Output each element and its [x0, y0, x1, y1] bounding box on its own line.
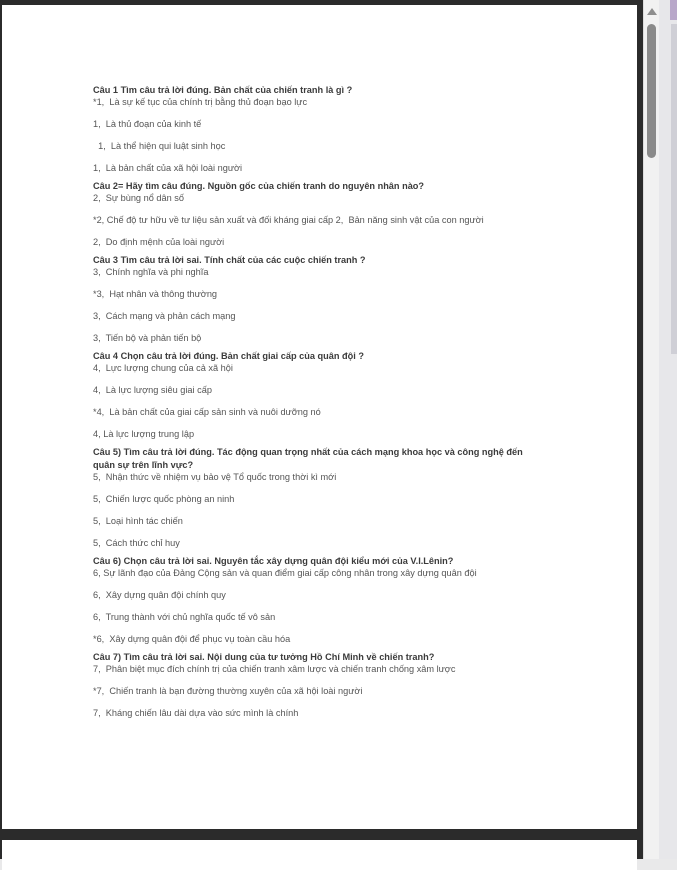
answer-option: 4, Là lực lượng siêu giai cấp: [93, 385, 212, 395]
arrow-up-icon[interactable]: [647, 8, 657, 15]
next-document-page: [2, 840, 637, 870]
answer-option: *7, Chiến tranh là bạn đường thường xuyên của xã hội loài người: [93, 686, 363, 696]
answer-option: 3, Cách mạng và phản cách mạng: [93, 311, 236, 321]
question-title: Câu 5) Tìm câu trả lời đúng. Tác động quan trọng nhất của cách mạng khoa học và công nghệ đến quân sự trên lĩnh vực?: [93, 447, 523, 470]
question-block: [93, 84, 543, 174]
question-list: [93, 84, 543, 719]
scrollbar-thumb[interactable]: [647, 24, 656, 158]
answer-option: 4, Là lực lượng trung lập: [93, 429, 195, 439]
answer-option: 6, Xây dựng quân đội chính quy: [93, 590, 226, 600]
question-title: Câu 3 Tìm câu trả lời sai. Tính chất của các cuộc chiến tranh ?: [93, 255, 366, 265]
answer-option: 2, Sự bùng nổ dân số: [93, 193, 184, 203]
answer-option: 1, Là bản chất của xã hội loài người: [93, 163, 243, 173]
answer-option: 6, Sự lãnh đạo của Đảng Cộng sản và quan điểm giai cấp công nhân trong xây dựng quân đội: [93, 568, 477, 578]
side-panel-accent: [670, 0, 677, 20]
question-block: [93, 555, 543, 645]
answer-option: *3, Hạt nhân và thông thường: [93, 289, 218, 299]
question-block: [93, 180, 543, 248]
side-panel-scroll-track: [671, 24, 677, 354]
answer-option: 3, Chính nghĩa và phi nghĩa: [93, 267, 209, 277]
question-title: Câu 6) Chọn câu trả lời sai. Nguyên tắc xây dựng quân đội kiểu mới của V.I.Lênin?: [93, 556, 454, 566]
question-block: [93, 350, 543, 440]
answer-option: 4, Lực lượng chung của cả xã hội: [93, 363, 233, 373]
answer-option: 2, Do định mệnh của loài người: [93, 237, 225, 247]
answer-option: *1, Là sự kế tục của chính trị bằng thủ đoạn bạo lực: [93, 97, 308, 107]
question-title: Câu 7) Tìm câu trả lời sai. Nội dung của tư tưởng Hồ Chí Minh về chiến tranh?: [93, 652, 435, 662]
answer-option: *6, Xây dựng quân đội để phục vụ toàn cầu hóa: [93, 634, 291, 644]
question-block: [93, 254, 543, 344]
question-title: Câu 2= Hãy tìm câu đúng. Nguồn gốc của chiến tranh do nguyên nhân nào?: [93, 181, 425, 191]
question-block: [93, 446, 543, 549]
answer-option: 6, Trung thành với chủ nghĩa quốc tế vô sản: [93, 612, 276, 622]
answer-option: 5, Chiến lược quốc phòng an ninh: [93, 494, 235, 504]
answer-option: 1, Là thể hiện qui luật sinh học: [93, 141, 226, 151]
answer-option: *2, Chế độ tư hữu về tư liệu sản xuất và đối kháng giai cấp 2, Bản năng sinh vật của con người: [93, 215, 484, 225]
answer-option: 5, Loại hình tác chiến: [93, 516, 183, 526]
answer-option: *4, Là bản chất của giai cấp sản sinh và nuôi dưỡng nó: [93, 407, 321, 417]
question-title: Câu 4 Chọn câu trả lời đúng. Bản chất giai cấp của quân đội ?: [93, 351, 364, 361]
document-page: [2, 5, 637, 829]
vertical-scrollbar[interactable]: [643, 0, 659, 859]
question-block: [93, 651, 543, 719]
side-panel-edge: [659, 0, 677, 859]
answer-option: 3, Tiến bộ và phản tiến bộ: [93, 333, 202, 343]
question-title: Câu 1 Tìm câu trả lời đúng. Bản chất của chiến tranh là gì ?: [93, 85, 353, 95]
answer-option: 1, Là thủ đoạn của kinh tế: [93, 119, 202, 129]
answer-option: 7, Kháng chiến lâu dài dựa vào sức mình là chính: [93, 708, 299, 718]
answer-option: 5, Cách thức chỉ huy: [93, 538, 180, 548]
answer-option: 5, Nhận thức về nhiệm vụ bảo vệ Tổ quốc trong thời kì mới: [93, 472, 337, 482]
answer-option: 7, Phân biệt mục đích chính trị của chiến tranh xâm lược và chiến tranh chống xâm lược: [93, 664, 456, 674]
